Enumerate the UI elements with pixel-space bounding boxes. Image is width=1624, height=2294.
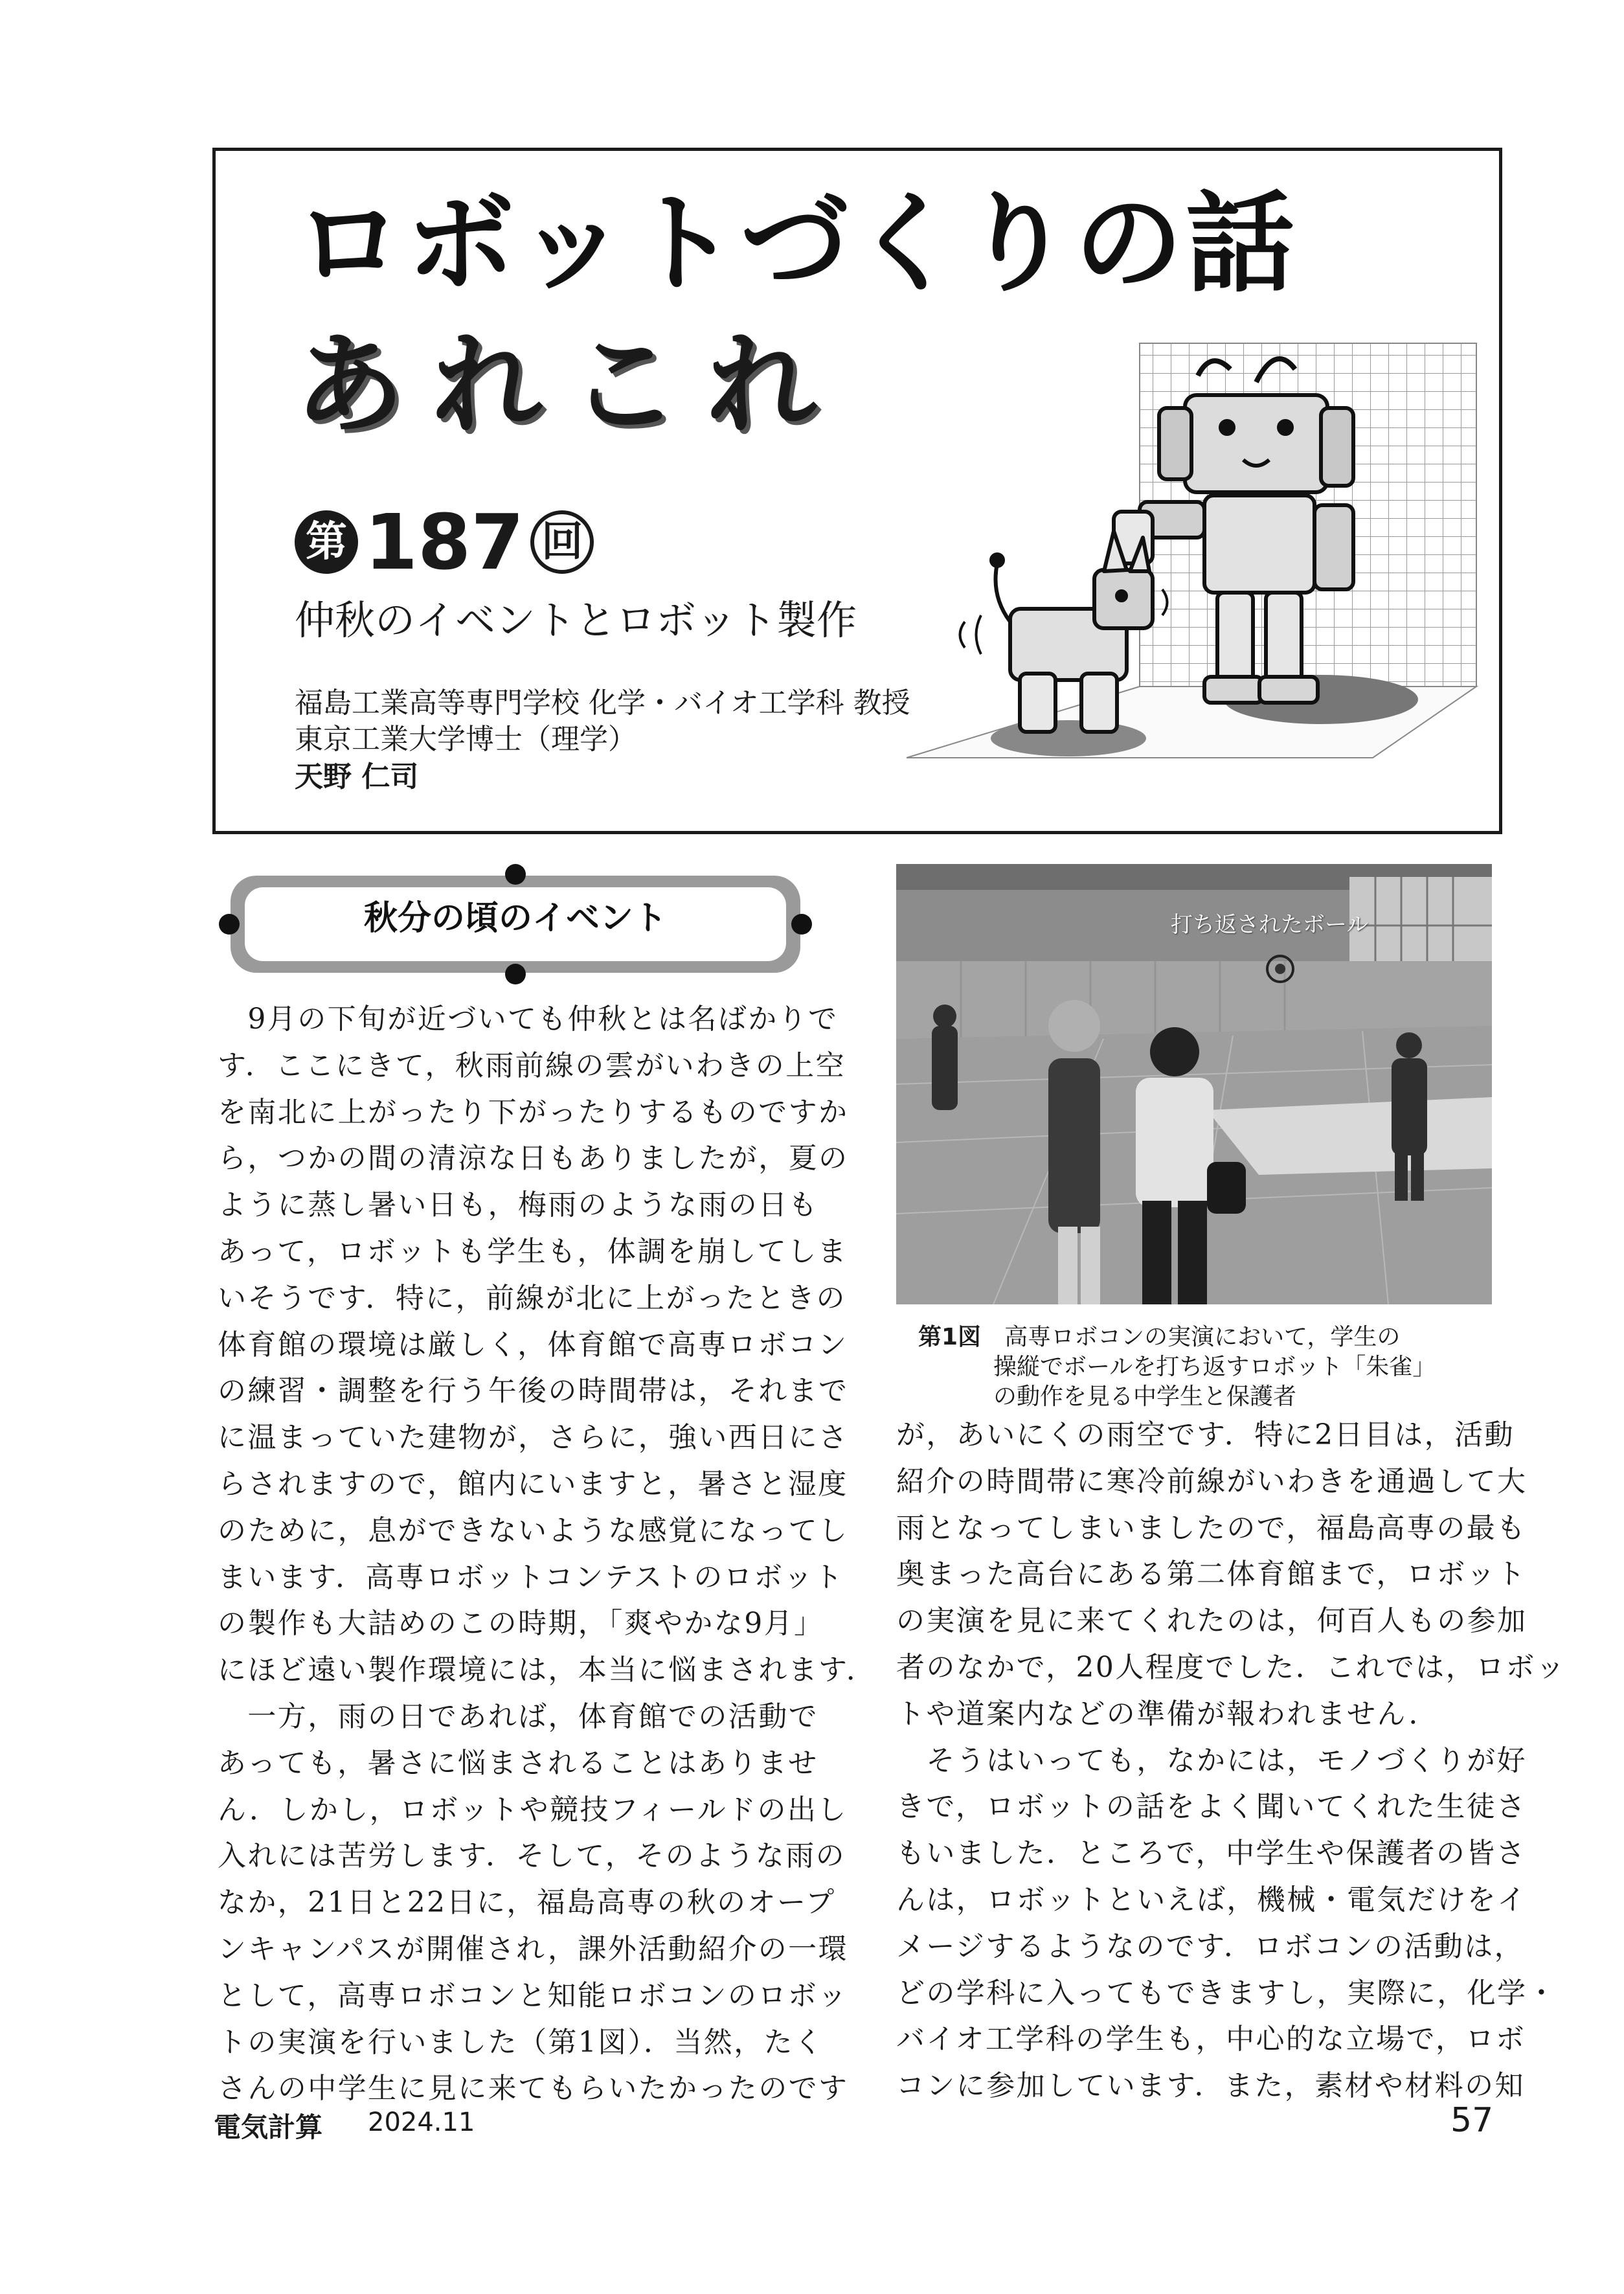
author-name: 天野 仁司 <box>295 760 419 793</box>
body-text-line: 入れには苦労します．そして，そのような雨の <box>218 1839 846 1873</box>
body-text-line: さんの中学生に見に来てもらいたかったのです <box>218 2072 849 2106</box>
body-text-line: として，高専ロボコンと知能ロボコンのロボッ <box>218 1979 848 2012</box>
body-text-line: まいます．高専ロボットコンテストのロボット <box>218 1560 844 1594</box>
author-affiliation: 福島工業高等専門学校 化学・バイオ工学科 教授 <box>295 687 910 720</box>
bullet-dot-icon <box>505 864 526 885</box>
body-text-line: 9月の下旬が近づいても仲秋とは名ばかりで <box>218 1003 839 1036</box>
footer-date: 2024.11 <box>368 2107 475 2137</box>
body-text-line: 体育館の環境は厳しく，体育館で高専ロボコン <box>218 1328 848 1361</box>
body-text-line: ように蒸し暑い日も，梅雨のような雨の日も <box>218 1188 818 1222</box>
figure-caption-line: 高専ロボコンの実演において，学生の <box>1004 1324 1401 1350</box>
body-text-line: に温まっていた建物が，さらに，強い西日にさ <box>218 1421 849 1455</box>
body-text-line: ん．しかし，ロボットや競技フィールドの出し <box>218 1793 848 1826</box>
body-text-line: 者のなかで，20人程度でした．これでは，ロボッ <box>896 1650 1566 1684</box>
body-text-line: あっても，暑さに悩まされることはありませ <box>218 1746 818 1780</box>
body-text-line: の実演を見に来てくれたのは，何百人もの参加 <box>896 1604 1528 1638</box>
figure-caption-line: の動作を見る中学生と保護者 <box>993 1383 1297 1410</box>
body-text-line: トや道案内などの準備が報われません． <box>896 1697 1439 1731</box>
body-text-line: す．ここにきて，秋雨前線の雲がいわきの上空 <box>218 1049 846 1082</box>
body-text-line: トの実演を行いました（第1図）．当然，たく <box>218 2025 824 2059</box>
episode-suffix: 回 <box>530 510 594 574</box>
episode-number: 187 <box>365 497 524 587</box>
figure-label: 第1図 <box>918 1324 982 1350</box>
series-title-subline: あれこれ <box>295 321 844 449</box>
body-text-line: 奥まった高台にある第二体育館まで，ロボット <box>896 1558 1527 1591</box>
body-column-left <box>218 996 877 2112</box>
body-text-line: 紹介の時間帯に寒冷前線がいわきを通過して大 <box>896 1464 1528 1498</box>
body-text-line: あって，ロボットも学生も，体調を崩してしま <box>218 1234 848 1268</box>
body-text-line: どの学科に入ってもできますし，実際に，化学・ <box>896 1976 1557 2010</box>
body-text-line: 一方，雨の日であれば，体育館での活動で <box>218 1699 818 1733</box>
dog-shadow <box>991 720 1146 756</box>
body-text-line: もいました．ところで，中学生や保護者の皆さ <box>896 1837 1527 1870</box>
episode-number-badge <box>295 497 594 587</box>
figure-caption <box>918 1323 1436 1412</box>
robot-illustration <box>881 337 1489 803</box>
body-text-line: バイオ工学科の学生も，中心的な立場で，ロボ <box>896 2023 1526 2056</box>
section-heading: 秋分の頃のイベント <box>363 899 667 938</box>
body-text-line: 雨となってしまいましたので，福島高専の最も <box>896 1511 1527 1545</box>
figure-annotation: 打ち返されたボール <box>1171 912 1369 938</box>
author-degree: 東京工業大学博士（理学） <box>295 723 637 756</box>
body-text-line: を南北に上がったり下がったりするものですか <box>218 1095 849 1129</box>
body-text-line: にほど遠い製作環境には，本当に悩まされます． <box>218 1653 877 1687</box>
body-text-line: そうはいっても，なかには，モノづくりが好 <box>896 1743 1527 1777</box>
bullet-dot-icon <box>505 964 526 984</box>
footer-journal: 電気計算 <box>214 2111 323 2143</box>
body-text-line: メージするようなのです．ロボコンの活動は， <box>896 1929 1524 1963</box>
episode-prefix: 第 <box>295 510 358 574</box>
body-text-line: いそうです．特に，前線が北に上がったときの <box>218 1281 846 1315</box>
body-text-line: コンに参加しています．また，素材や材料の知 <box>896 2069 1525 2103</box>
body-text-line: が，あいにくの雨空です．特に2日目は，活動 <box>896 1418 1515 1451</box>
body-text-line: らされますので，館内にいますと，暑さと湿度 <box>218 1467 848 1501</box>
body-text-line: きで，ロボットの話をよく聞いてくれた生徒さ <box>896 1790 1527 1824</box>
body-text-line: なか，21日と22日に，福島高専の秋のオープ <box>218 1886 836 1920</box>
body-column-right <box>896 1412 1566 2109</box>
body-text-line: の練習・調整を行う午後の時間帯は，それまで <box>218 1374 849 1408</box>
body-text-line: ら，つかの間の清涼な日もありましたが，夏の <box>218 1142 849 1175</box>
page-number: 57 <box>1450 2101 1494 2140</box>
figure-caption-line: 操縦でボールを打ち返すロボット「朱雀」 <box>993 1354 1436 1380</box>
body-text-line: ンキャンパスが開催され，課外活動紹介の一環 <box>218 1932 848 1966</box>
article-subtitle: 仲秋のイベントとロボット製作 <box>295 596 857 644</box>
series-title: ロボットづくりの話 <box>295 180 1297 307</box>
body-text-line: の製作も大詰めのこの時期，「爽やかな9月」 <box>218 1607 824 1641</box>
body-text-line: のために，息ができないような感覚になってし <box>218 1514 849 1547</box>
body-text-line: んは，ロボットといえば，機械・電気だけをイ <box>896 1883 1528 1916</box>
